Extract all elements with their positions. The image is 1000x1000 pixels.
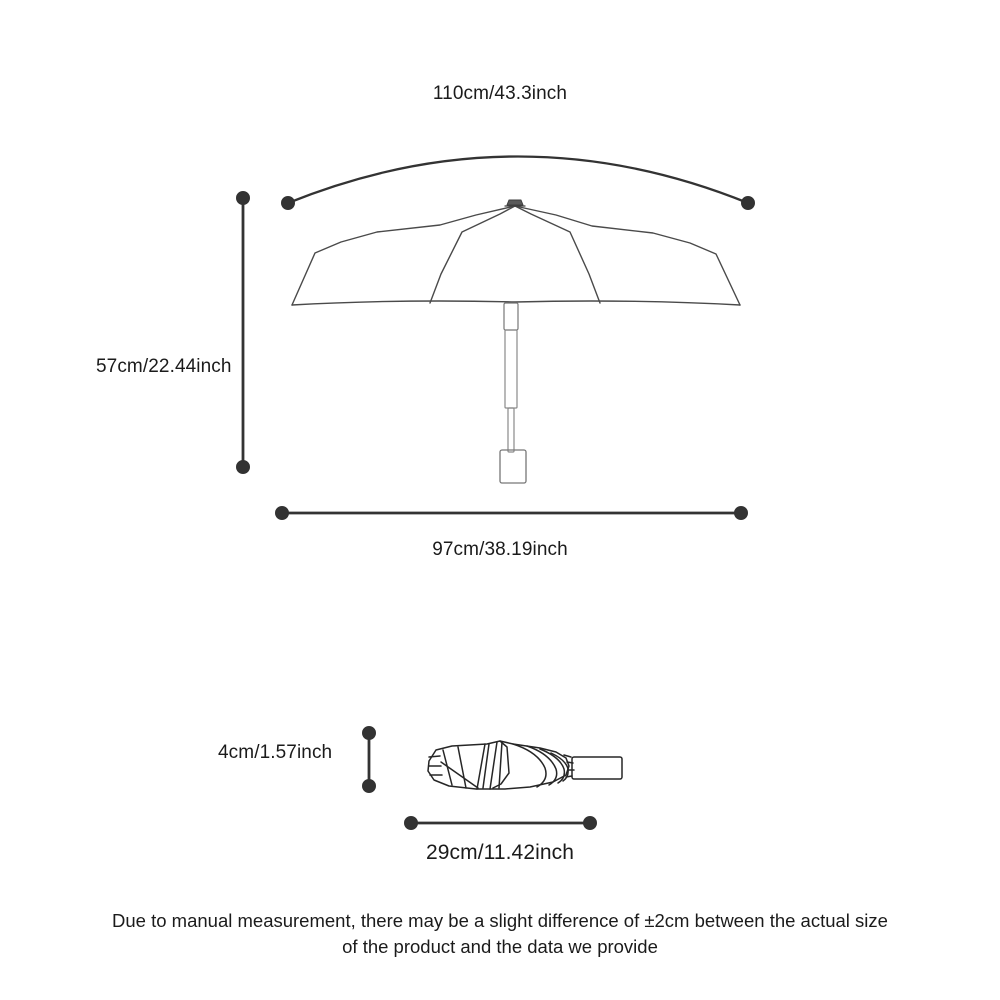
shaft-upper-tube [504,303,518,330]
folded-length-label: 29cm/11.42inch [425,841,575,864]
folded-bundle-outline [428,741,569,789]
folded-strap-band-edge [490,742,497,789]
folded-fabric-fold-2 [458,747,466,788]
folded-umbrella-illustration [428,741,622,789]
folded-thickness-label: 4cm/1.57inch [218,742,333,763]
arc-dimension-endpoint-right [742,197,755,210]
shaft-lower-rod [508,408,514,452]
canopy-top-right-edge [515,206,740,305]
height-dimension-endpoint-bottom [237,461,250,474]
folded-fabric-fold-5 [499,742,502,788]
umbrella-handle [500,450,526,483]
shaft-mid-tube [505,330,517,408]
folded-length-endpoint-left [405,817,418,830]
canopy-top-left-edge [292,206,515,305]
folded-thickness-endpoint-bottom [363,780,376,793]
folded-rib-ends-4 [566,776,572,777]
canopy-finial-icon [507,200,523,205]
folded-length-endpoint-right [584,817,597,830]
dimension-height-left [237,192,250,474]
width-dimension-label: 97cm/38.19inch [432,539,568,560]
width-dimension-endpoint-right [735,507,748,520]
open-umbrella-illustration [292,200,740,483]
dimension-width-bottom [276,507,748,520]
folded-thickness-endpoint-top [363,727,376,740]
folded-spiral-1 [513,744,546,787]
arc-dimension-endpoint-left [282,197,295,210]
arc-dimension-label: 110cm/43.3inch [432,83,568,104]
canopy-rib-seam-right [515,206,600,303]
folded-fabric-fold-1 [443,750,452,785]
width-dimension-endpoint-left [276,507,289,520]
arc-dimension-line [288,157,748,204]
measurement-disclaimer: Due to manual measurement, there may be a slight difference of ±2cm between the actual size of the product and the data we provide [112,910,888,957]
folded-tip-line-1 [429,756,440,757]
dimension-folded-length [405,817,597,830]
dimension-folded-thickness [363,727,376,793]
height-dimension-label: 57cm/22.44inch [96,356,232,377]
folded-handle [572,757,622,779]
height-dimension-endpoint-top [237,192,250,205]
canopy-rib-seam-left [430,206,515,303]
folded-fabric-fold-3 [441,762,478,788]
